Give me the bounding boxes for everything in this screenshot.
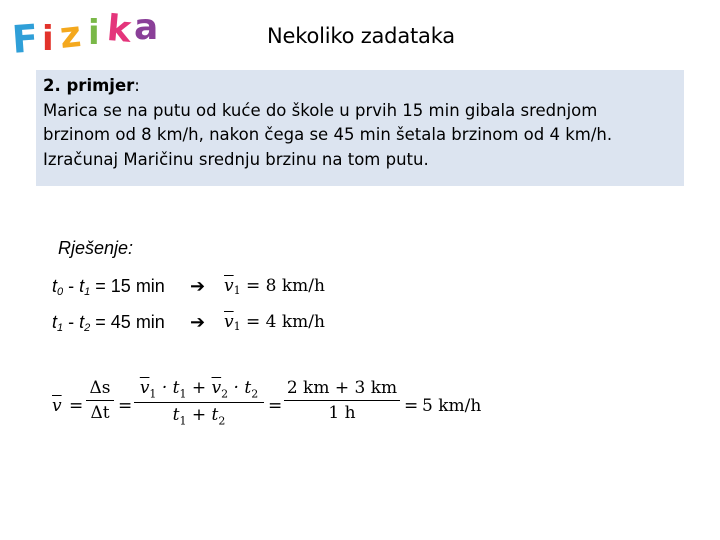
plus-t: + t [186, 405, 219, 426]
velocity-value [224, 312, 325, 333]
logo-letter: k [105, 8, 133, 51]
task-box [36, 70, 684, 186]
fraction-numerator: Δs [86, 378, 114, 401]
fraction-delta [86, 378, 114, 423]
velocity-number: = 4 km/h [240, 312, 325, 332]
time-symbol: t [52, 276, 58, 296]
logo-letter: F [10, 16, 40, 62]
fraction-numerator: 2 km + 3 km [284, 378, 400, 401]
equals-sign: = [118, 396, 133, 416]
subscript: 2 [84, 322, 91, 334]
time-symbol: t [172, 405, 180, 426]
times-t: · t [228, 378, 252, 398]
separator: - [63, 276, 80, 296]
given-row [52, 312, 352, 338]
subscript: 1 [233, 284, 241, 297]
subscript: 1 [179, 387, 187, 401]
equals-sign: = [69, 396, 84, 416]
subscript: 1 [84, 286, 91, 298]
logo-letter: i [42, 19, 54, 59]
fraction-values [284, 378, 400, 423]
plus-sign: + [186, 378, 212, 398]
arrow-icon: ➔ [190, 276, 206, 296]
page-title: Nekoliko zadataka [267, 24, 455, 48]
subscript: 1 [57, 322, 64, 334]
fizika-logo [10, 6, 164, 62]
subscript: 2 [221, 387, 229, 401]
velocity-symbol: $\overline{v}$ [139, 378, 150, 398]
logo-letter: a [134, 7, 159, 48]
subscript: 1 [149, 387, 157, 401]
fraction-denominator [134, 403, 264, 427]
task-text-line: Marica se na putu od kuće do škole u prvih 15 min gibala srednjom [43, 100, 598, 120]
subscript: 1 [179, 414, 187, 428]
velocity-value [224, 276, 325, 297]
subscript: 1 [233, 320, 241, 333]
solution-label: Rješenje: [58, 238, 134, 258]
task-text-line: Izračunaj Maričinu srednju brzinu na tom putu. [43, 149, 429, 169]
formula-result: 5 km/h [422, 396, 482, 416]
time-value: = 15 min [90, 276, 165, 296]
fraction-denominator: Δt [90, 403, 110, 423]
arrow-icon: ➔ [190, 312, 206, 332]
separator: - [63, 312, 80, 332]
logo-letter: z [57, 14, 83, 57]
velocity-number: = 8 km/h [240, 276, 325, 296]
velocity-symbol: $\overline{v}$ [224, 312, 234, 332]
time-value: = 45 min [90, 312, 165, 332]
task-header [43, 74, 677, 99]
task-text-line: brzinom od 8 km/h, nakon čega se 45 min šetala brzinom od 4 km/h. [43, 125, 613, 144]
velocity-symbol: $\overline{v}$ [211, 378, 222, 398]
subscript: 2 [218, 414, 226, 428]
fraction-velocities [134, 378, 264, 428]
equals-sign: = [268, 396, 283, 416]
subscript: 0 [57, 286, 64, 298]
logo-letter: i [88, 13, 100, 53]
time-symbol: t [79, 276, 85, 296]
task-label-colon: : [134, 76, 140, 95]
fraction-numerator [134, 378, 264, 403]
formula-lhs: $\overline{v}$ [52, 396, 62, 416]
time-symbol: t [79, 312, 85, 332]
velocity-symbol: $\overline{v}$ [224, 276, 234, 296]
times-t: · t [156, 378, 180, 398]
task-label: 2. primjer [43, 76, 135, 95]
given-row [52, 276, 352, 302]
equals-sign: = [404, 396, 419, 416]
time-symbol: t [52, 312, 58, 332]
subscript: 2 [251, 387, 259, 401]
fraction-denominator: 1 h [328, 403, 356, 423]
